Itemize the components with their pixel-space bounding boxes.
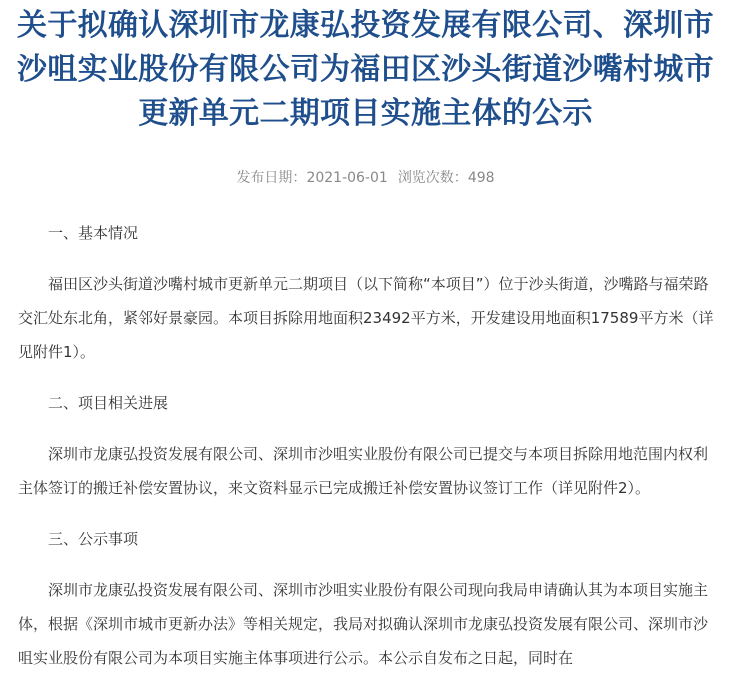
article-title: 关于拟确认深圳市龙康弘投资发展有限公司、深圳市沙咀实业股份有限公司为福田区沙头街道沙嘴村城市更新单元二期项目实施主体的公示 [17, 8, 714, 131]
section-heading-basic-info: 一、基本情况 [48, 224, 139, 242]
view-count-value: 498 [467, 170, 495, 186]
section-heading-public-notice: 三、公示事项 [48, 530, 139, 548]
publish-date-label: 发布日期： [236, 170, 307, 186]
article-meta [0, 168, 731, 188]
publish-date-value: 2021-06-01 [306, 170, 388, 186]
section-paragraph-basic-info: 福田区沙头街道沙嘴村城市更新单元二期项目（以下简称“本项目”）位于沙头街道，沙嘴路与福荣路交汇处东北角，紧邻好景豪园。本项目拆除用地面积23492平方米，开发建设用地面积17589平方米（详见附件1）。 [18, 275, 714, 361]
section-heading-progress: 二、项目相关进展 [48, 394, 169, 412]
section-paragraph-progress: 深圳市龙康弘投资发展有限公司、深圳市沙咀实业股份有限公司已提交与本项目拆除用地范围内权利主体签订的搬迁补偿安置协议，来文资料显示已完成搬迁补偿安置协议签订工作（详见附件2）。 [18, 445, 709, 497]
article-body [18, 216, 714, 692]
view-count-label: 浏览次数： [397, 170, 468, 186]
section-paragraph-public-notice: 深圳市龙康弘投资发展有限公司、深圳市沙咀实业股份有限公司现向我局申请确认其为本项目实施主体，根据《深圳市城市更新办法》等相关规定，我局对拟确认深圳市龙康弘投资发展有限公司、深圳市沙咀实业股份有限公司为本项目实施主体事项进行公示。本公示自发布之日起，同时在 [18, 581, 709, 667]
